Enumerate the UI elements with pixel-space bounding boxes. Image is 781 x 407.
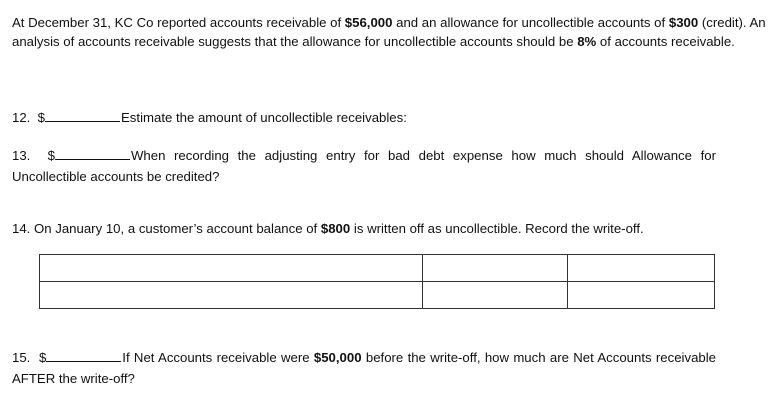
question-text: When recording the adjusting entry for bad debt expense how much should Allowance for Uncollectible accounts be credited? [12,148,716,184]
net-ar-amount: $50,000 [313,350,362,365]
credit-cell[interactable] [568,255,715,282]
journal-row [40,255,715,282]
allowance-percent: 8% [577,34,597,49]
debit-cell[interactable] [423,282,568,309]
accounts-receivable-amount: $56,000 [344,15,393,30]
credit-cell[interactable] [568,282,715,309]
write-off-amount: $800 [320,221,351,236]
question-15: 15. $ If Net Accounts receivable were $50,000 before the write-off, how much are Net Accounts receivable AFTER the write-off? [12,350,716,386]
question-number: 13. [12,148,31,163]
problem-statement: At December 31, KC Co reported accounts receivable of $56,000 and an allowance for uncollectible accounts of $300 (credit). An analysis of accounts receivable suggests that the allowance for uncollectible accounts should be 8% of accounts receivable. [12,15,766,49]
answer-blank-13[interactable] [55,147,130,160]
account-cell[interactable] [40,255,423,282]
journal-entry-table [39,254,715,309]
account-cell[interactable] [40,282,423,309]
question-12: 12. $ Estimate the amount of uncollectible receivables: [12,110,407,125]
question-number: 12. [12,110,31,125]
debit-cell[interactable] [423,255,568,282]
question-13: 13. $ When recording the adjusting entry for bad debt expense how much should Allowance for Uncollectible accounts be credited? [12,148,716,184]
question-text: Estimate the amount of uncollectible receivables: [121,110,407,125]
journal-row [40,282,715,309]
answer-blank-12[interactable] [45,109,120,122]
question-number: 15. [12,350,31,365]
answer-blank-15[interactable] [46,349,121,362]
allowance-amount: $300 [668,15,699,30]
question-14: 14. On January 10, a customer’s account balance of $800 is written off as uncollectible. Record the write-off. [12,221,644,236]
